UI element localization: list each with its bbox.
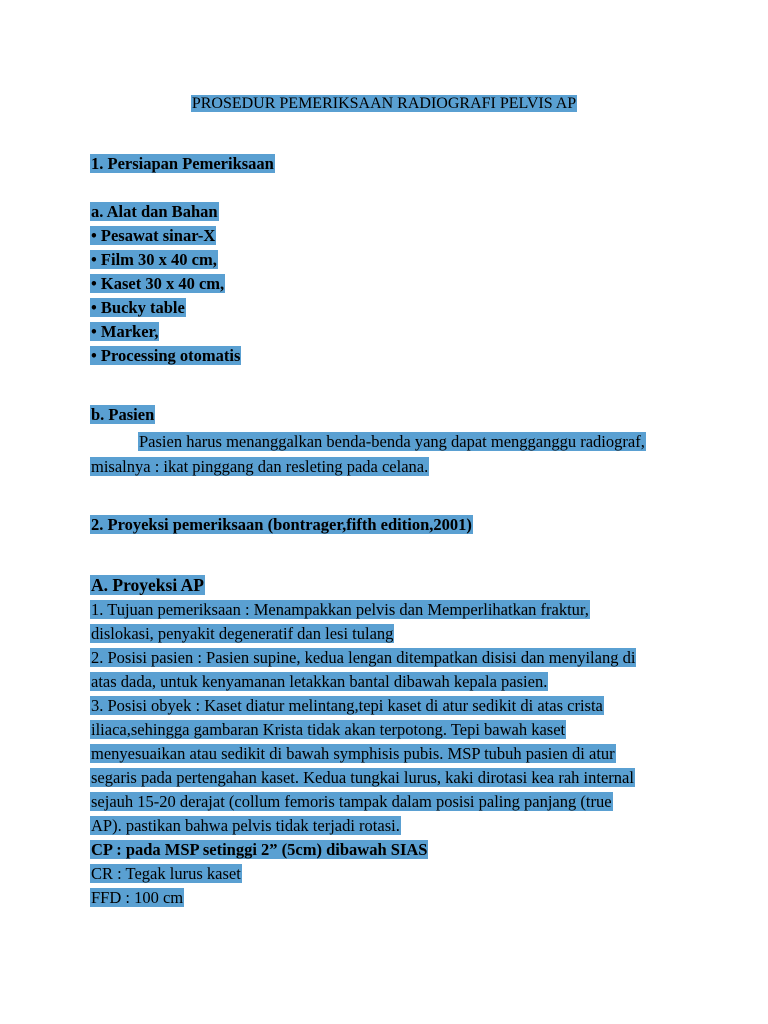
central-ray-text: CR : Tegak lurus kaset	[91, 864, 241, 883]
section-1a-heading: a. Alat dan Bahan	[91, 202, 218, 221]
section-1-heading: 1. Persiapan Pemeriksaan	[91, 154, 274, 173]
list-item-text: • Bucky table	[91, 298, 185, 317]
paragraph-line	[90, 622, 394, 646]
paragraph-text: AP). pastikan bahwa pelvis tidak terjadi rotasi.	[91, 816, 400, 835]
central-point-text: CP : pada MSP setinggi 2” (5cm) dibawah SIAS	[91, 840, 428, 859]
paragraph-line	[90, 718, 566, 742]
list-item-text: • Marker,	[91, 322, 159, 341]
list-item-text: • Kaset 30 x 40 cm,	[91, 274, 225, 293]
section-2a-heading-line	[90, 573, 205, 597]
paragraph-line	[90, 814, 401, 838]
section-2-heading: 2. Proyeksi pemeriksaan (bontrager,fifth edition,2001)	[91, 515, 472, 534]
paragraph-line	[90, 742, 616, 766]
paragraph-line	[90, 455, 429, 479]
paragraph-text: misalnya : ikat pinggang dan resleting pada celana.	[91, 457, 429, 476]
paragraph-line	[90, 694, 604, 718]
paragraph-text: menyesuaikan atau sedikit di bawah symphisis pubis. MSP tubuh pasien di atur	[91, 744, 615, 763]
paragraph-line	[90, 766, 635, 790]
paragraph-text: iliaca,sehingga gambaran Krista tidak akan terpotong. Tepi bawah kaset	[91, 720, 566, 739]
section-2a-heading: A. Proyeksi AP	[91, 575, 204, 595]
section-1-heading-line	[90, 152, 275, 176]
list-item	[90, 248, 218, 272]
paragraph-line	[90, 430, 646, 454]
paragraph-text: segaris pada pertengahan kaset. Kedua tungkai lurus, kaki dirotasi kea rah internal	[91, 768, 634, 787]
section-1b-heading: b. Pasien	[91, 405, 155, 424]
list-item-text: • Pesawat sinar-X	[91, 226, 216, 245]
paragraph-text: 3. Posisi obyek : Kaset diatur melintang,tepi kaset di atur sedikit di atas crista	[91, 696, 603, 715]
paragraph-line	[90, 790, 613, 814]
central-ray-line	[90, 862, 242, 886]
ffd-line	[90, 886, 184, 910]
list-item	[90, 272, 225, 296]
list-item-text: • Processing otomatis	[91, 346, 241, 365]
section-2-heading-line	[90, 513, 473, 537]
paragraph-text: Pasien harus menanggalkan benda-benda yang dapat mengganggu radiograf,	[139, 432, 645, 451]
paragraph-text: dislokasi, penyakit degeneratif dan lesi tulang	[91, 624, 394, 643]
paragraph-text: atas dada, untuk kenyamanan letakkan bantal dibawah kepala pasien.	[91, 672, 548, 691]
document-title-line	[0, 92, 768, 116]
paragraph-line	[90, 646, 636, 670]
section-1a-heading-line	[90, 200, 219, 224]
paragraph-line	[90, 670, 548, 694]
list-item	[90, 320, 159, 344]
section-1b-heading-line	[90, 403, 155, 427]
document-title: PROSEDUR PEMERIKSAAN RADIOGRAFI PELVIS AP	[191, 95, 577, 112]
list-item	[90, 296, 186, 320]
central-point-line	[90, 838, 428, 862]
ffd-text: FFD : 100 cm	[91, 888, 184, 907]
list-item	[90, 344, 241, 368]
paragraph-line	[90, 598, 590, 622]
list-item	[90, 224, 216, 248]
paragraph-text: 2. Posisi pasien : Pasien supine, kedua lengan ditempatkan disisi dan menyilang di	[91, 648, 636, 667]
paragraph-text: sejauh 15-20 derajat (collum femoris tampak dalam posisi paling panjang (true	[91, 792, 612, 811]
list-item-text: • Film 30 x 40 cm,	[91, 250, 217, 269]
paragraph-text: 1. Tujuan pemeriksaan : Menampakkan pelvis dan Memperlihatkan fraktur,	[91, 600, 589, 619]
